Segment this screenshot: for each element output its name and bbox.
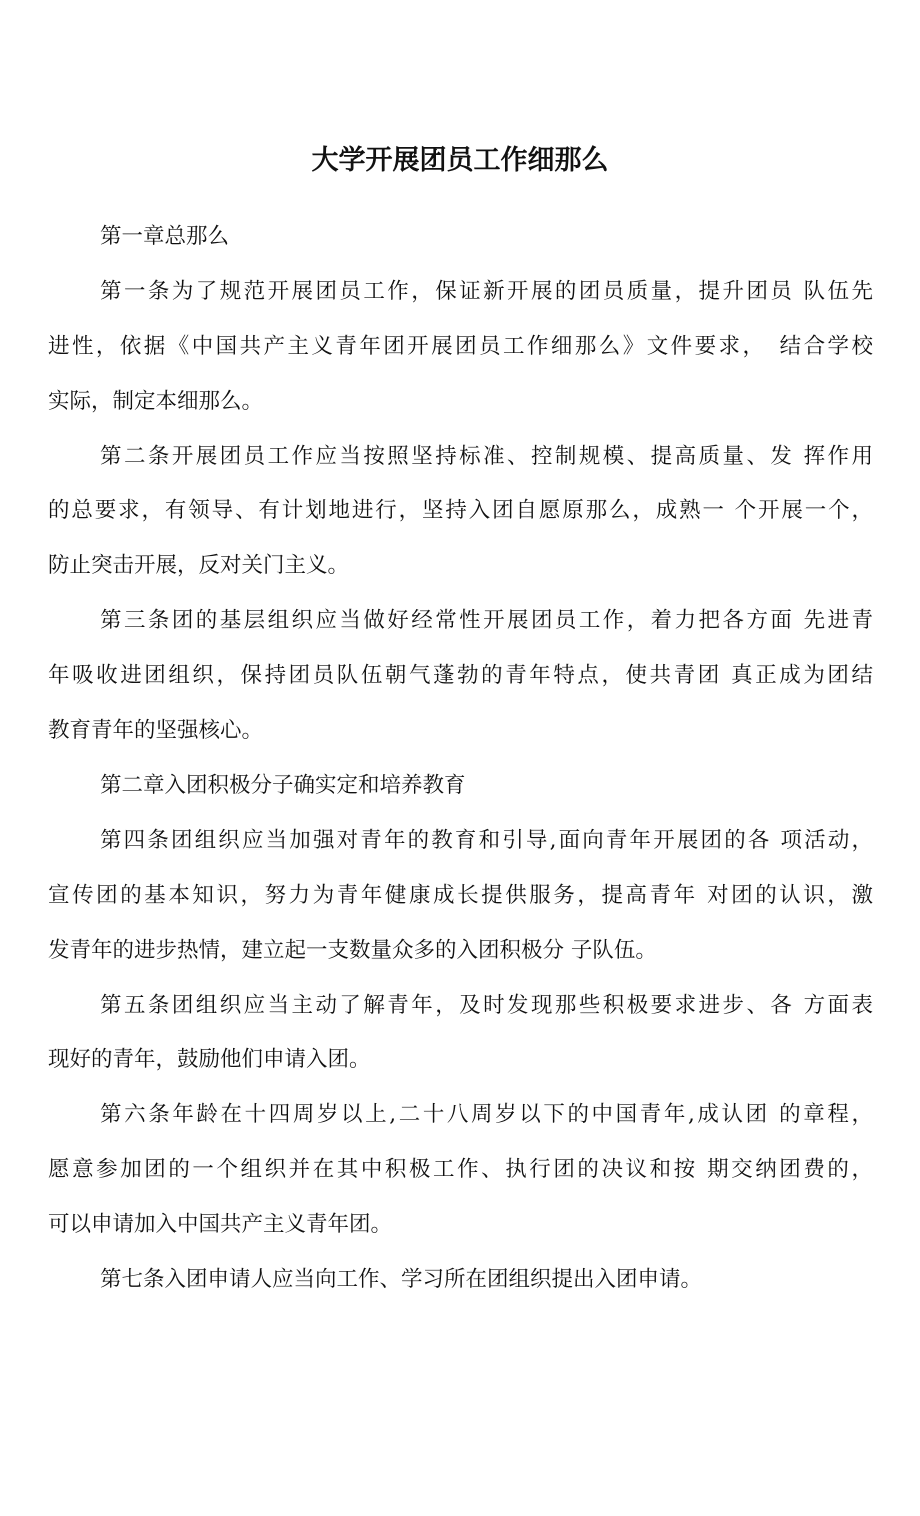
paragraph-line: 愿意参加团的一个组织并在其中积极工作、执行团的决议和按 期交纳团费的，	[48, 1157, 873, 1182]
paragraph-line: 宣传团的基本知识，努力为青年健康成长提供服务，提高青年 对团的认识，激	[48, 883, 873, 908]
paragraph-line: 年吸收进团组织，保持团员队伍朝气蓬勃的青年特点，使共青团 真正成为团结	[48, 663, 873, 688]
paragraph-line: 现好的青年，鼓励他们申请入团。	[48, 1047, 371, 1072]
paragraph-line: 的总要求，有领导、有计划地进行，坚持入团自愿原那么，成熟一 个开展一个，	[48, 498, 873, 523]
paragraph-line: 第七条入团申请人应当向工作、学习所在团组织提出入团申请。	[100, 1267, 703, 1292]
paragraph-line: 第五条团组织应当主动了解青年，及时发现那些积极要求进步、各 方面表	[100, 993, 873, 1018]
paragraph-line: 防止突击开展，反对关门主义。	[48, 553, 350, 578]
paragraph-line: 第一章总那么	[100, 224, 230, 249]
paragraph-line: 第二条开展团员工作应当按照坚持标准、控制规模、提高质量、发 挥作用	[100, 444, 873, 469]
paragraph-line: 第二章入团积极分子确实定和培养教育	[100, 773, 466, 798]
paragraph-line: 可以申请加入中国共产主义青年团。	[48, 1212, 393, 1237]
paragraph-line: 发青年的进步热情，建立起一支数量众多的入团积极分 子队伍。	[48, 938, 657, 963]
paragraph-line: 教育青年的坚强核心。	[48, 718, 264, 743]
paragraph-line: 实际，制定本细那么。	[48, 389, 264, 414]
document-title: 大学开展团员工作细那么	[311, 145, 609, 176]
paragraph-line: 第三条团的基层组织应当做好经常性开展团员工作，着力把各方面 先进青	[100, 608, 873, 633]
paragraph-line: 第一条为了规范开展团员工作，保证新开展的团员质量，提升团员 队伍先	[100, 279, 873, 304]
paragraph-line: 第四条团组织应当加强对青年的教育和引导,面向青年开展团的各 项活动，	[100, 828, 873, 853]
paragraph-line: 第六条年龄在十四周岁以上,二十八周岁以下的中国青年,成认团 的章程，	[100, 1102, 873, 1127]
paragraph-line: 进性，依据《中国共产主义青年团开展团员工作细那么》文件要求， 结合学校	[48, 334, 873, 359]
